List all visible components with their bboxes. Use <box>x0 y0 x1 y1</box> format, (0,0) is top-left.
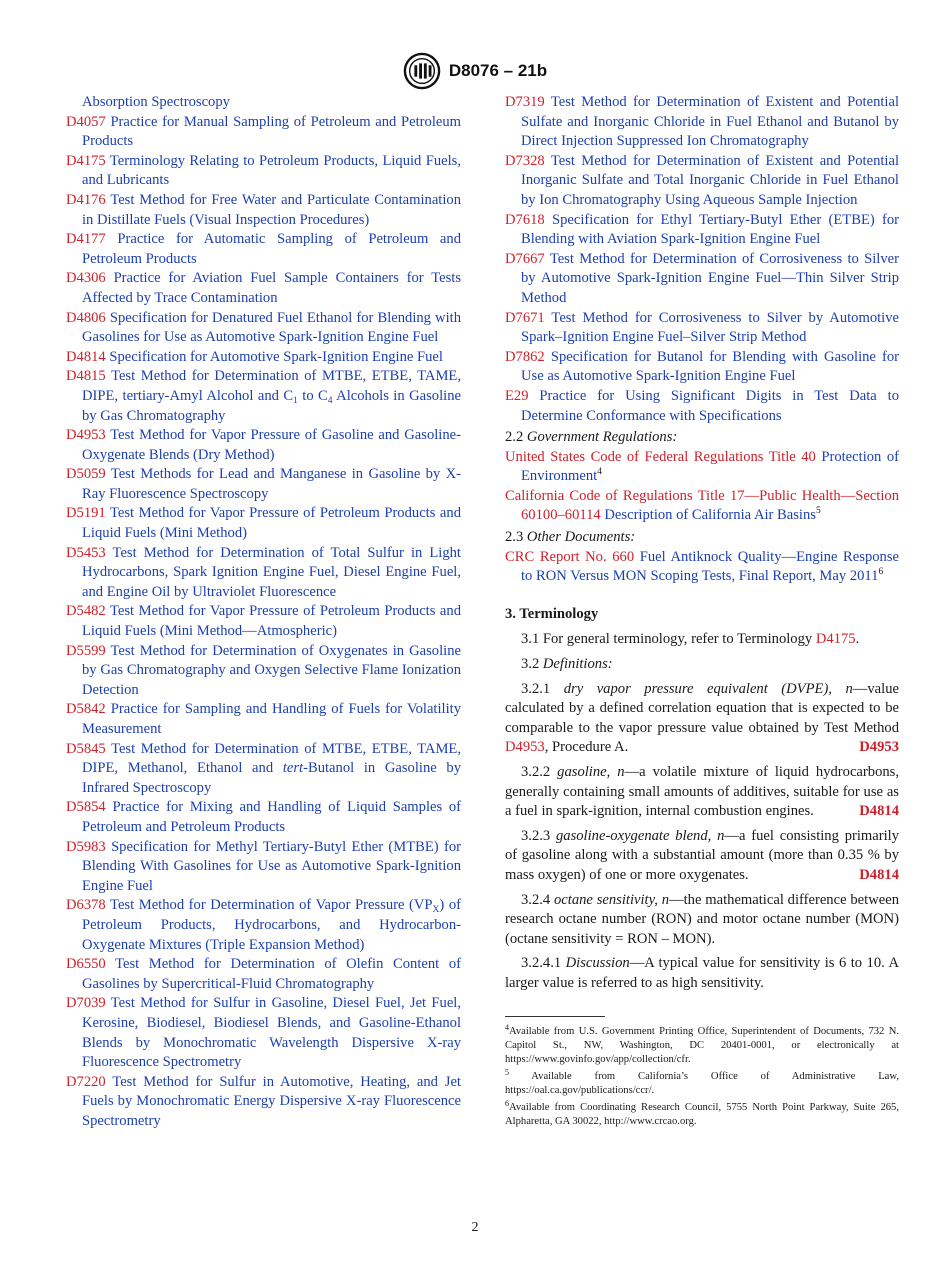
reference-title[interactable]: Description of California Air Basins <box>604 507 816 524</box>
reference-title[interactable]: Protection of Environment <box>521 448 899 485</box>
reference-code-link[interactable]: D6378 <box>66 897 106 914</box>
footnote-number: 6 <box>505 1098 509 1108</box>
source-d4814[interactable]: D4814 <box>859 803 899 820</box>
reference-code-link[interactable]: D4306 <box>66 270 106 287</box>
subscript: X <box>432 905 440 916</box>
footnote <box>505 1098 899 1129</box>
para-3-1: 3.1 For general terminology, refer to Terminology D4175. <box>521 631 860 648</box>
reference-code-link[interactable]: D5482 <box>66 603 106 620</box>
para-3-2: 3.2 Definitions: <box>521 656 613 673</box>
para-3-2-3: 3.2.3 gasoline-oxygenate blend, n—a fuel consisting primarily of gasoline along with a substantial amount (more than 0.35 % by mass oxygen) of one or more oxygenates. D4814 <box>505 827 899 886</box>
reference-code-link[interactable]: D4176 <box>66 191 106 208</box>
other-docs-heading: 2.3 Other Documents: <box>505 529 636 546</box>
reference-code-link[interactable]: D5191 <box>66 505 106 522</box>
reference-item <box>66 348 461 368</box>
reference-item <box>66 230 461 269</box>
reference-code-link[interactable]: D4814 <box>66 348 106 365</box>
reference-title[interactable]: Test Method for Sulfur in Gasoline, Diesel Fuel, Jet Fuel, Kerosine, Biodiesel, Biodiesel Blends, and Gasoline-Ethanol Blends by Monochromatic Wavelength Dispersive X-ray Fluorescence Spectrometry <box>82 995 462 1071</box>
reference-code-link[interactable]: D7328 <box>505 152 545 169</box>
reference-title[interactable]: Test Method for Vapor Pressure of Petroleum Products and Liquid Fuels (Mini Method) <box>82 505 461 542</box>
reference-code-link[interactable]: D7220 <box>66 1073 106 1090</box>
reference-item <box>66 838 461 897</box>
footnote-marker: 6 <box>878 567 884 578</box>
reference-code-link[interactable]: D5453 <box>66 544 106 561</box>
reference-item <box>66 152 461 191</box>
reference-item <box>66 309 461 348</box>
ref-link-d4953[interactable]: D4953 <box>505 739 545 756</box>
reference-code-link[interactable]: CRC Report No. 660 <box>505 548 635 565</box>
subscript: 4 <box>327 395 333 406</box>
reference-item <box>505 250 899 309</box>
title-part: Alcohols in Gasoline by Gas Chromatography <box>82 387 461 424</box>
reference-item <box>505 487 899 526</box>
reference-title[interactable]: Test Method for Determination of Olefin Content of Gasolines by Supercritical-Fluid Chromatography <box>82 956 461 992</box>
reference-title[interactable]: Test Method for Determination of Existent and Potential Sulfate and Inorganic Chloride in Fuel Ethanol and Butanol by Direct Injection Suppressed Ion Chromatography <box>521 94 900 150</box>
page-header <box>0 52 950 90</box>
reference-code-link[interactable]: D7862 <box>505 348 545 365</box>
reference-item <box>66 367 461 426</box>
reference-item <box>66 465 461 504</box>
reference-title[interactable]: Specification for Automotive Spark-Ignition Engine Fuel <box>109 348 443 365</box>
reference-code-link[interactable]: E29 <box>505 387 529 404</box>
reference-code-link[interactable]: United States Code of Federal Regulations Title 40 <box>505 448 816 465</box>
reference-title[interactable] <box>82 368 461 423</box>
reference-item <box>66 426 461 465</box>
reference-item <box>66 602 461 641</box>
reference-item <box>505 448 899 487</box>
footnote-number: 5 <box>505 1067 509 1077</box>
reference-item <box>66 994 461 1072</box>
reference-title[interactable]: Specification for Denatured Fuel Ethanol for Blending with Gasolines for Use as Automotive Spark-Ignition Engine Fuel <box>82 309 461 346</box>
footnote-text: Available from California’s Office of Administrative Law, https://oal.ca.gov/publications/ccr/. <box>505 1070 899 1096</box>
reference-item <box>66 269 461 308</box>
reference-code-link[interactable]: D4177 <box>66 231 106 248</box>
reference-title[interactable]: Terminology Relating to Petroleum Products, Liquid Fuels, and Lubricants <box>82 152 462 189</box>
reference-title[interactable] <box>82 897 461 952</box>
left-column <box>66 93 461 1131</box>
reference-title[interactable]: Specification for Butanol for Blending with Gasoline for Use as Automotive Spark-Ignition Engine Fuel <box>521 348 900 385</box>
reference-title[interactable]: Test Method for Vapor Pressure of Petroleum Products and Liquid Fuels (Mini Method—Atmospheric) <box>82 603 461 640</box>
reference-code-link[interactable]: D7039 <box>66 995 106 1012</box>
reference-item <box>66 700 461 739</box>
reference-item <box>505 348 899 387</box>
reference-title[interactable]: Test Method for Sulfur in Automotive, Heating, and Jet Fuels by Monochromatic Energy Dispersive X-ray Fluorescence Spectrometry <box>82 1073 461 1129</box>
reference-code-link[interactable]: D4953 <box>66 427 106 444</box>
reference-title[interactable]: Test Method for Corrosiveness to Silver by Automotive Spark–Ignition Engine Fuel–Silver Strip Method <box>521 309 899 346</box>
footnote-text: Available from Coordinating Research Council, 5755 North Point Parkway, Suite 265, Alpharetta, GA 30022, http://www.crcao.org. <box>505 1101 899 1127</box>
reference-code-link[interactable]: D5983 <box>66 838 106 855</box>
reference-title[interactable]: Practice for Using Significant Digits in Test Data to Determine Conformance with Specifications <box>521 387 899 424</box>
reference-title[interactable]: Test Method for Determination of Existent and Potential Inorganic Sulfate and Total Inorganic Chloride in Fuel Ethanol by Ion Chromatography Using Aqueous Sample Injection <box>521 152 900 208</box>
reference-title[interactable]: Test Method for Determination of Oxygenates in Gasoline by Gas Chromatography and Oxygen Selective Flame Ionization Detection <box>82 642 461 698</box>
reference-item <box>66 544 461 603</box>
page-number: 2 <box>471 1220 479 1235</box>
reference-code-link[interactable]: D7667 <box>505 250 545 267</box>
reference-code-link[interactable]: D4175 <box>66 152 106 169</box>
reference-code-link[interactable]: California Code of Regulations Title 17—Public Health—Section 60100–60114 <box>505 487 899 524</box>
reference-code-link[interactable]: D5059 <box>66 466 106 483</box>
reference-title[interactable]: Test Method for Free Water and Particulate Contamination in Distillate Fuels (Visual Inspection Procedures) <box>82 191 462 228</box>
title-part: Test Method for Determination of Vapor Pressure (VP <box>110 897 433 914</box>
reference-item <box>66 798 461 837</box>
para-3-2-4: 3.2.4 octane sensitivity, n—the mathematical difference between research octane number (RON) and motor octane number (MON) (octane sensitivity = RON – MON). <box>505 891 899 947</box>
reference-title[interactable]: Fuel Antiknock Quality—Engine Response to RON Versus MON Scoping Tests, Final Report, May 2011 <box>521 548 899 585</box>
title-italic: tert <box>282 760 304 777</box>
footnote <box>505 1022 899 1067</box>
reference-item <box>66 642 461 701</box>
reference-code-link[interactable]: D7319 <box>505 94 545 110</box>
footnote <box>505 1067 899 1098</box>
reference-title[interactable]: Test Method for Determination of Corrosiveness to Silver by Automotive Spark-Ignition Engine Fuel—Thin Silver Strip Method <box>521 250 899 306</box>
title-part: Test Method for Determination of MTBE, ETBE, TAME, DIPE, tertiary-Amyl Alcohol and C <box>82 368 461 404</box>
gov-regs-heading: 2.2 Government Regulations: <box>505 429 678 446</box>
reference-item <box>66 955 461 994</box>
source-d4814-2[interactable]: D4814 <box>859 866 899 883</box>
para-3-2-4-1: 3.2.4.1 Discussion—A typical value for sensitivity is 6 to 10. A larger value is referred to as high sensitivity. <box>505 955 900 991</box>
reference-title[interactable]: Practice for Aviation Fuel Sample Containers for Tests Affected by Trace Contamination <box>82 270 461 306</box>
reference-title[interactable]: Test Method for Vapor Pressure of Gasoline and Gasoline-Oxygenate Blends (Dry Method) <box>82 427 461 463</box>
reference-item <box>505 211 899 250</box>
footnote-text: Available from U.S. Government Printing Office, Superintendent of Documents, 732 N. Capitol St., NW, Washington, DC 20401-0001, or electronically at https://www.govinfo.gov/app/collection/cfr. <box>505 1025 899 1065</box>
title-part: to C <box>297 387 328 404</box>
reference-item <box>505 387 899 426</box>
reference-code-link[interactable]: D7671 <box>505 309 545 326</box>
reference-title[interactable]: Test Methods for Lead and Manganese in Gasoline by X-Ray Fluorescence Spectroscopy <box>82 466 461 502</box>
reference-item <box>66 113 461 152</box>
reference-title[interactable]: Practice for Manual Sampling of Petroleum and Petroleum Products <box>82 113 461 150</box>
reference-title[interactable]: Absorption Spectroscopy <box>82 94 230 110</box>
reference-code-link[interactable]: D5842 <box>66 701 106 718</box>
reference-code-link[interactable]: D7618 <box>505 211 545 228</box>
document-code: D8076 – 21b <box>448 61 548 80</box>
reference-title[interactable]: Specification for Methyl Tertiary-Butyl Ether (MTBE) for Blending With Gasolines for Use as Automotive Spark-Ignition Engine Fuel <box>82 838 461 894</box>
reference-item <box>505 152 899 211</box>
reference-title[interactable] <box>82 741 461 796</box>
reference-item <box>66 191 461 230</box>
title-part: -Butanol in Gasoline by Infrared Spectroscopy <box>82 760 461 796</box>
footnote-rule <box>505 1016 605 1017</box>
reference-title[interactable]: Practice for Automatic Sampling of Petroleum and Petroleum Products <box>82 231 462 267</box>
reference-item <box>505 93 899 152</box>
reference-title[interactable]: Practice for Sampling and Handling of Fuels for Volatility Measurement <box>82 701 461 737</box>
para-3-2-1: 3.2.1 dry vapor pressure equivalent (DVPE), n—value calculated by a defined correlation equation that is expected to be comparable to the vapor pressure value obtained by Test Method D4953, Procedure A. D4953 <box>505 680 899 758</box>
source-d4953[interactable]: D4953 <box>859 739 899 756</box>
footnote-marker: 4 <box>597 467 602 478</box>
reference-code-link[interactable]: D6550 <box>66 956 106 973</box>
reference-item <box>505 548 899 587</box>
title-part: Test Method for Determination of MTBE, ETBE, TAME, DIPE, Methanol, Ethanol and <box>82 740 461 777</box>
reference-title[interactable]: Test Method for Determination of Total Sulfur in Light Hydrocarbons, Spark Ignition Engine Fuel, Diesel Engine Fuel, and Engine Oil by Ultraviolet Fluorescence <box>82 544 461 600</box>
reference-code-link[interactable]: D5599 <box>66 642 106 659</box>
reference-title[interactable]: Practice for Mixing and Handling of Liquid Samples of Petroleum and Petroleum Products <box>82 799 461 835</box>
terminology-heading: 3. Terminology <box>505 605 599 622</box>
ref-link-d4175[interactable]: D4175 <box>815 631 856 648</box>
reference-code-link[interactable]: D5854 <box>66 799 106 816</box>
reference-item <box>66 740 461 799</box>
reference-item <box>66 93 461 113</box>
footnote-marker: 5 <box>815 506 821 517</box>
title-part: ) of Petroleum Products, Hydrocarbons, and Hydrocarbon-Oxygenate Mixtures (Triple Expansion Method) <box>82 897 462 953</box>
reference-item <box>66 896 461 955</box>
reference-code-link[interactable]: D4806 <box>66 309 106 326</box>
reference-item <box>505 309 899 348</box>
footnote-number: 4 <box>505 1022 509 1032</box>
reference-code-link[interactable]: D4815 <box>66 368 106 385</box>
reference-code-link[interactable]: D5845 <box>66 740 106 757</box>
astm-logo-icon <box>403 52 441 90</box>
reference-item <box>66 504 461 543</box>
reference-code-link[interactable]: D4057 <box>66 113 106 130</box>
reference-item <box>66 1073 461 1132</box>
reference-title[interactable]: Specification for Ethyl Tertiary-Butyl Ether (ETBE) for Blending with Aviation Spark-Ignition Engine Fuel <box>521 211 899 248</box>
subscript: 1 <box>293 395 298 406</box>
para-3-2-2: 3.2.2 gasoline, n—a volatile mixture of liquid hydrocarbons, generally containing small amounts of additives, suitable for use as a fuel in spark-ignition, internal combustion engines. D4814 <box>505 763 899 822</box>
right-column <box>505 93 899 1132</box>
